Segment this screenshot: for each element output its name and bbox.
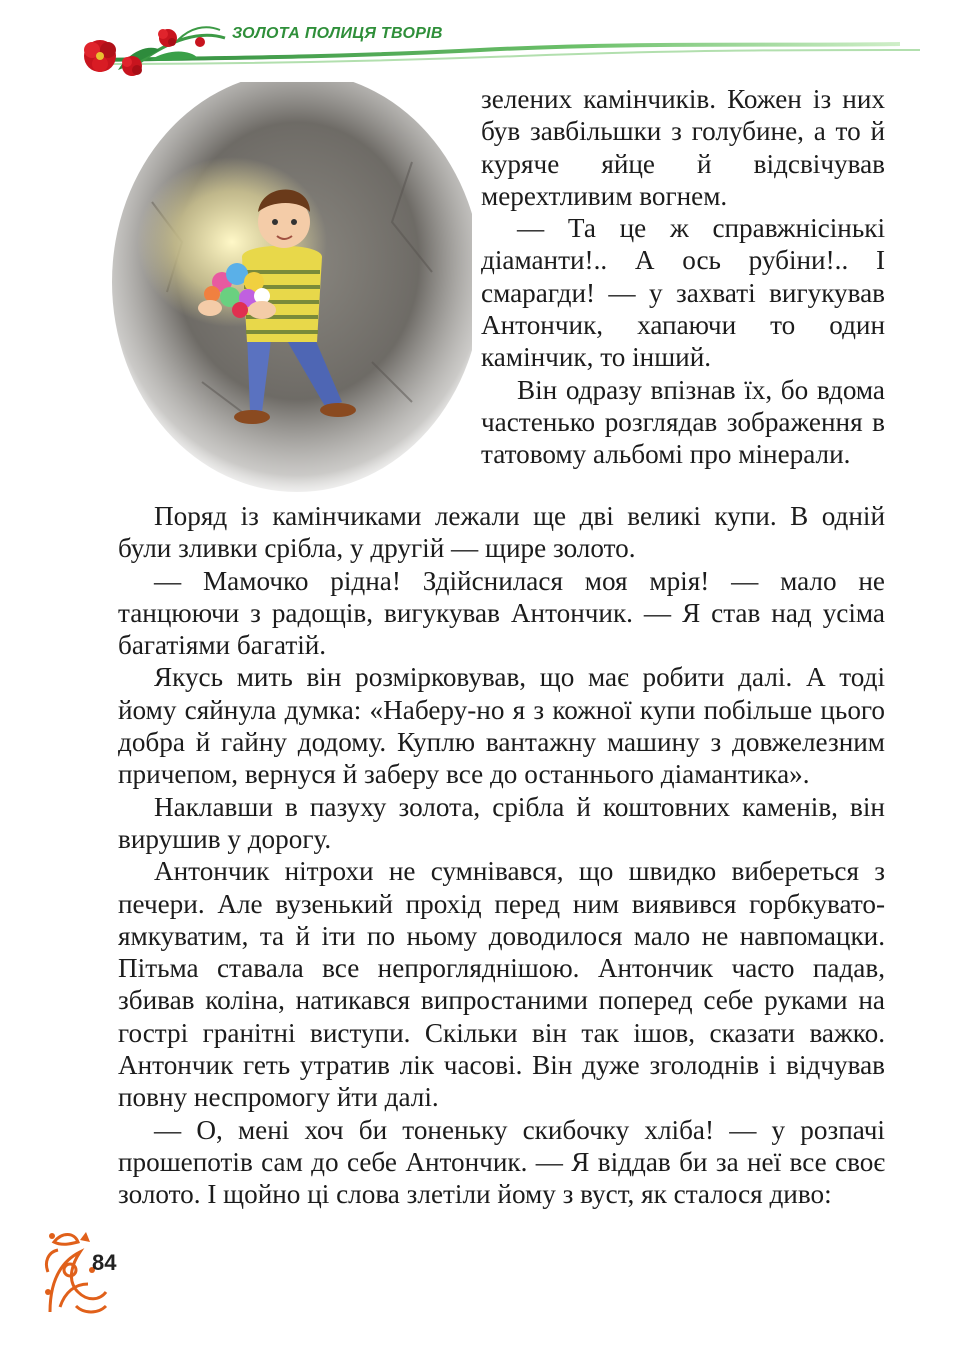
main-text: [118, 500, 885, 1211]
carnation-flowers-icon: [0, 0, 963, 90]
paragraph: Якусь мить він розмірковував, що має робити далі. А тоді йому сяйнула думка: «Наберу-но я з кожної купи побільше цього добра й гайну додому. Куплю вантажну машину з довжелезним причепом, вернуся й заберу все до останнього діамантика».: [118, 662, 885, 790]
paragraph: зелених камінчиків. Кожен із них був завбільшки з голубине, а то й куряче яйце й відсвічував мерехтливим вогнем.: [481, 84, 885, 211]
boy-with-gems-illustration: [112, 82, 472, 494]
page-number: 84: [92, 1250, 117, 1275]
paragraph: Антончик нітрохи не сумнівався, що швидко вибереться з печери. Але вузенький прохід перед ним виявився горбкувато-ямкуватим, та й іти по ньому доводилося мало не навпомацки. Пітьма ставала все непрогляднішою. Антончик часто падав, збивав коліна, натикався випростаними поперед себе руками на гострі гранітні виступи. Скільки він так ішов, сказати важко. Антончик геть утратив лік часові. Він дуже зголоднів і відчував повну неспромогу йти далі.: [118, 856, 885, 1113]
paragraph: — О, мені хоч би тоненьку скибочку хліба! — у розпачі прошепотів сам до себе Антончик. — Я віддав би за неї все своє золото. І щойно ці слова злетіли йому з вуст, як сталося диво:: [118, 1114, 885, 1210]
paragraph: Поряд із камінчиками лежали ще дві великі купи. В одній були зливки срібла, у другій — щире золото.: [118, 501, 885, 564]
page-header: [0, 0, 963, 90]
series-title: ЗОЛОТА ПОЛИЦЯ ТВОРІВ: [232, 25, 443, 42]
paragraph: Наклавши в пазуху золота, срібла й коштовних каменів, він вирушив у дорогу.: [118, 791, 885, 854]
paragraph: Він одразу впізнав їх, бо вдома частенько розглядав зображення в татовому альбомі про мінерали.: [481, 374, 885, 470]
paragraph: — Мамочко рідна! Здійснилася моя мрія! — мало не танцюючи з радощів, вигукував Антончик. — Я став над усіма багатіями багатій.: [118, 565, 885, 661]
right-column-text: [481, 83, 885, 471]
paragraph: — Та це ж справжнісінькі діаманти!.. А ось рубіни!.. І смарагди! — у захваті вигукував Антончик, хапаючи то один камінчик, то інший.: [481, 213, 885, 373]
